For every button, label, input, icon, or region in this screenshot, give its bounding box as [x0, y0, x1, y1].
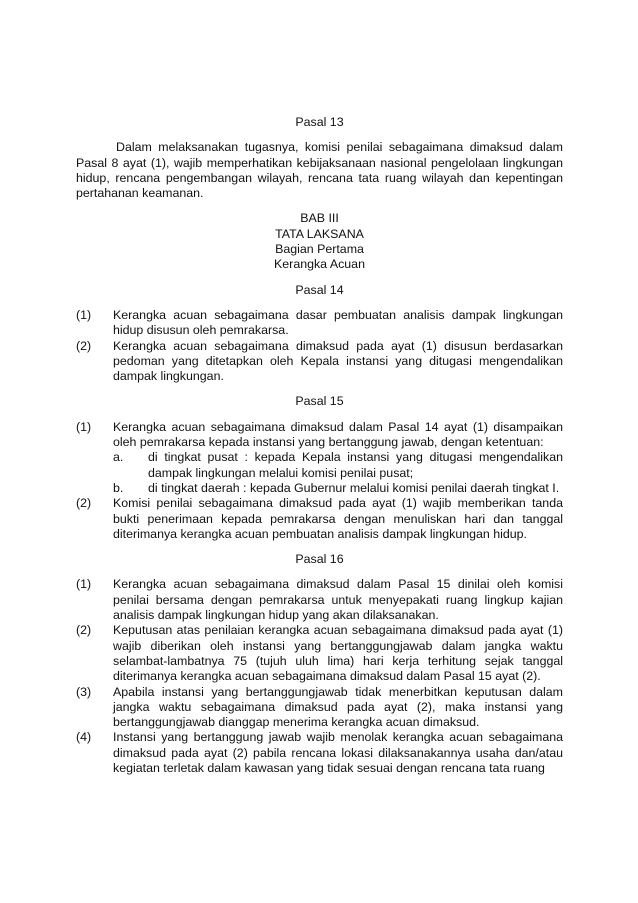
item-number: (1) [76, 307, 92, 322]
item-number: (3) [76, 684, 92, 699]
item-text: Komisi penilai sebagaimana dimaksud pada ayat (1) wajib memberikan tanda bukti penerimaan kepada pemrakarsa dengan menuliskan hari dan tanggal diterimanya kerangka acuan pembuatan analisis dampak lingkungan hidup. [113, 496, 563, 541]
pasal-15-item [76, 496, 563, 542]
subitem-letter: b. [113, 480, 124, 495]
subitem-letter: a. [113, 450, 124, 465]
part-number: Bagian Pertama [275, 242, 364, 257]
item-text: Apabila instansi yang bertanggungjawab tidak menerbitkan keputusan dalam jangka waktu sebagaimana dimaksud pada ayat (2), maka instansi yang bertanggungjawab dianggap menerima kerangka acuan dimaksud. [113, 684, 563, 730]
subitem-text: di tingkat pusat : kepada Kepala instansi yang ditugasi mengendalikan dampak lingkungan melalui komisi penilai pusat; [148, 450, 563, 480]
item-text: Instansi yang bertanggung jawab wajib menolak kerangka acuan sebagaimana dimaksud pada ayat (2) pabila rencana lokasi dilaksanakannya usaha dan/atau kegiatan terletak dalam kawasan yang tidak sesuai dengan rencana tata ruang [113, 730, 563, 775]
pasal-13-text: Dalam melaksanakan tugasnya, komisi penilai sebagaimana dimaksud dalam Pasal 8 ayat (1), wajib memperhatikan kebijaksanaan nasional pengelolaan lingkungan hidup, rencana pengembangan wilayah, rencana tata ruang wilayah dan kepentingan pertahanan keamanan. [76, 140, 563, 201]
item-text: Kerangka acuan sebagaimana dimaksud dalam Pasal 14 ayat (1) disampaikan oleh pemrakarsa kepada instansi yang bertanggung jawab, dengan ketentuan: [113, 419, 563, 450]
pasal-16-item [76, 623, 563, 684]
part-title: Kerangka Acuan [274, 257, 365, 272]
pasal-15-item [76, 420, 563, 451]
item-text: Kerangka acuan sebagaimana dimaksud pada ayat (1) disusun berdasarkan pedoman yang ditetapkan oleh Kepala instansi yang ditugasi mengendalikan dampak lingkungan. [113, 338, 563, 384]
item-number: (2) [76, 496, 92, 511]
pasal-13-heading: Pasal 13 [295, 115, 344, 129]
item-number: (1) [76, 419, 92, 434]
item-text: Keputusan atas penilaian kerangka acuan sebagaimana dimaksud pada ayat (1) wajib diberikan oleh instansi yang bertanggungjawab dalam jangka waktu selambat-lambatnya 75 (tujuh uluh lima) hari kerja terhitung sejak tanggal diterimanya kerangka acuan sebagaimana dimaksud dalam Pasal 15 ayat (2). [113, 623, 563, 684]
item-text: Kerangka acuan sebagaimana dimaksud dalam Pasal 15 dinilai oleh komisi penilai bersama dengan pemrakarsa untuk menyepakati ruang lingkup kajian analisis dampak lingkungan hidup yang akan dilaksanakan. [113, 577, 563, 623]
chapter-number: BAB III [300, 211, 339, 226]
chapter-title: TATA LAKSANA [275, 226, 364, 241]
item-number: (2) [76, 338, 92, 353]
pasal-14-item [76, 339, 563, 385]
pasal-15-subitem [76, 450, 563, 481]
item-number: (4) [76, 730, 92, 745]
subitem-text: di tingkat daerah : kepada Gubernur melalui komisi penilai daerah tingkat I. [148, 480, 560, 495]
pasal-16-heading: Pasal 16 [295, 552, 344, 567]
pasal-14-item [76, 308, 563, 339]
pasal-15-subitem [76, 481, 563, 496]
item-number: (2) [76, 623, 92, 638]
pasal-14-heading: Pasal 14 [295, 282, 344, 297]
pasal-16-item [76, 577, 563, 623]
item-number: (1) [76, 577, 92, 592]
pasal-16-item [76, 685, 563, 731]
document-page [76, 115, 563, 776]
pasal-15-heading: Pasal 15 [295, 394, 344, 409]
pasal-16-item [76, 730, 563, 776]
item-text: Kerangka acuan sebagaimana dasar pembuatan analisis dampak lingkungan hidup disusun oleh pemrakarsa. [113, 307, 563, 338]
